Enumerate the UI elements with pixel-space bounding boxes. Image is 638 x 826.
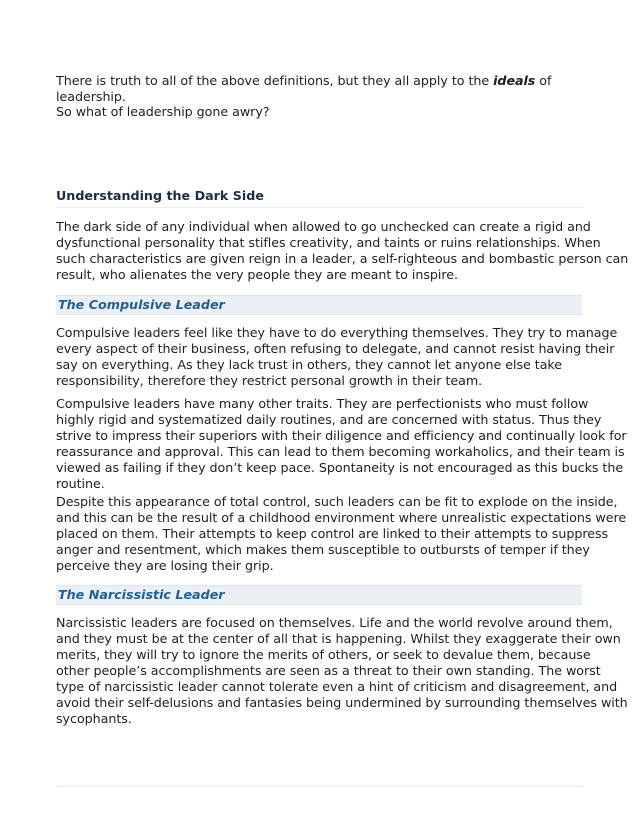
dark-side-paragraph	[56, 219, 629, 283]
paragraph-line: The dark side of any individual when allowed to go unchecked can create a rigid and	[56, 219, 591, 234]
paragraph-line: merits, they will try to ignore the merits of others, or seek to devalue them, because	[56, 647, 591, 662]
intro-text-after: of leadership.	[56, 73, 552, 104]
paragraph-line: result, who alienates the very people they are meant to inspire.	[56, 267, 459, 282]
paragraph-line: Compulsive leaders feel like they have to do everything themselves. They try to manage	[56, 325, 618, 340]
subheading-compulsive-leader: The Compulsive Leader	[56, 295, 582, 315]
paragraph-line: viewed as failing if they don’t keep pace. Spontaneity is not encouraged as this bucks the	[56, 460, 624, 475]
paragraph-line: routine.	[56, 476, 105, 491]
footer-divider	[56, 785, 584, 787]
paragraph-line: dysfunctional personality that stifles creativity, and taints or ruins relationships. When	[56, 235, 601, 250]
intro-question: So what of leadership gone awry?	[56, 104, 270, 119]
paragraph-line: anger and resentment, which makes them susceptible to outbursts of temper if they	[56, 542, 590, 557]
compulsive-paragraph-3	[56, 494, 627, 574]
paragraph-line: sycophants.	[56, 711, 132, 726]
subheading-narcissistic-leader: The Narcissistic Leader	[56, 585, 582, 605]
compulsive-paragraph-1	[56, 325, 618, 389]
paragraph-line: avoid their self-delusions and fantasies being undermined by surrounding themselves with	[56, 695, 628, 710]
paragraph-line: strive to impress their superiors with their diligence and efficiency and continually look for	[56, 428, 627, 443]
paragraph-line: reassurance and approval. This can lead to them becoming workaholics, and their team is	[56, 444, 625, 459]
paragraph-line: highly rigid and systematized daily routines, and are concerned with status. Thus they	[56, 412, 602, 427]
paragraph-line: such characteristics are given reign in a leader, a self-righteous and bombastic person can	[56, 251, 629, 266]
paragraph-line: other people’s accomplishments are seen as a threat to their own standing. The worst	[56, 663, 601, 678]
paragraph-line: Narcissistic leaders are focused on themselves. Life and the world revolve around them,	[56, 615, 613, 630]
section-heading-dark-side: Understanding the Dark Side	[56, 188, 584, 208]
intro-emphasis-ideals: ideals	[493, 73, 536, 88]
narcissistic-paragraph-1	[56, 615, 628, 727]
paragraph-line: perceive they are losing their grip.	[56, 558, 274, 573]
paragraph-line: Compulsive leaders have many other traits. They are perfectionists who must follow	[56, 396, 589, 411]
intro-paragraph	[56, 73, 584, 105]
paragraph-line: Despite this appearance of total control, such leaders can be fit to explode on the inside,	[56, 494, 618, 509]
document-page	[56, 0, 629, 826]
compulsive-paragraph-2	[56, 396, 627, 492]
paragraph-line: responsibility, therefore they restrict personal growth in their team.	[56, 373, 483, 388]
paragraph-line: every aspect of their business, often refusing to delegate, and cannot resist having their	[56, 341, 615, 356]
paragraph-line: and this can be the result of a childhood environment where unrealistic expectations were	[56, 510, 627, 525]
paragraph-line: placed on them. Their attempts to keep control are linked to their attempts to suppress	[56, 526, 609, 541]
paragraph-line: say on everything. As they lack trust in others, they cannot let anyone else take	[56, 357, 563, 372]
paragraph-line: type of narcissistic leader cannot tolerate even a hint of criticism and disagreement, and	[56, 679, 618, 694]
intro-text-before: There is truth to all of the above definitions, but they all apply to the	[56, 73, 494, 88]
paragraph-line: and they must be at the center of all that is happening. Whilst they exaggerate their own	[56, 631, 621, 646]
